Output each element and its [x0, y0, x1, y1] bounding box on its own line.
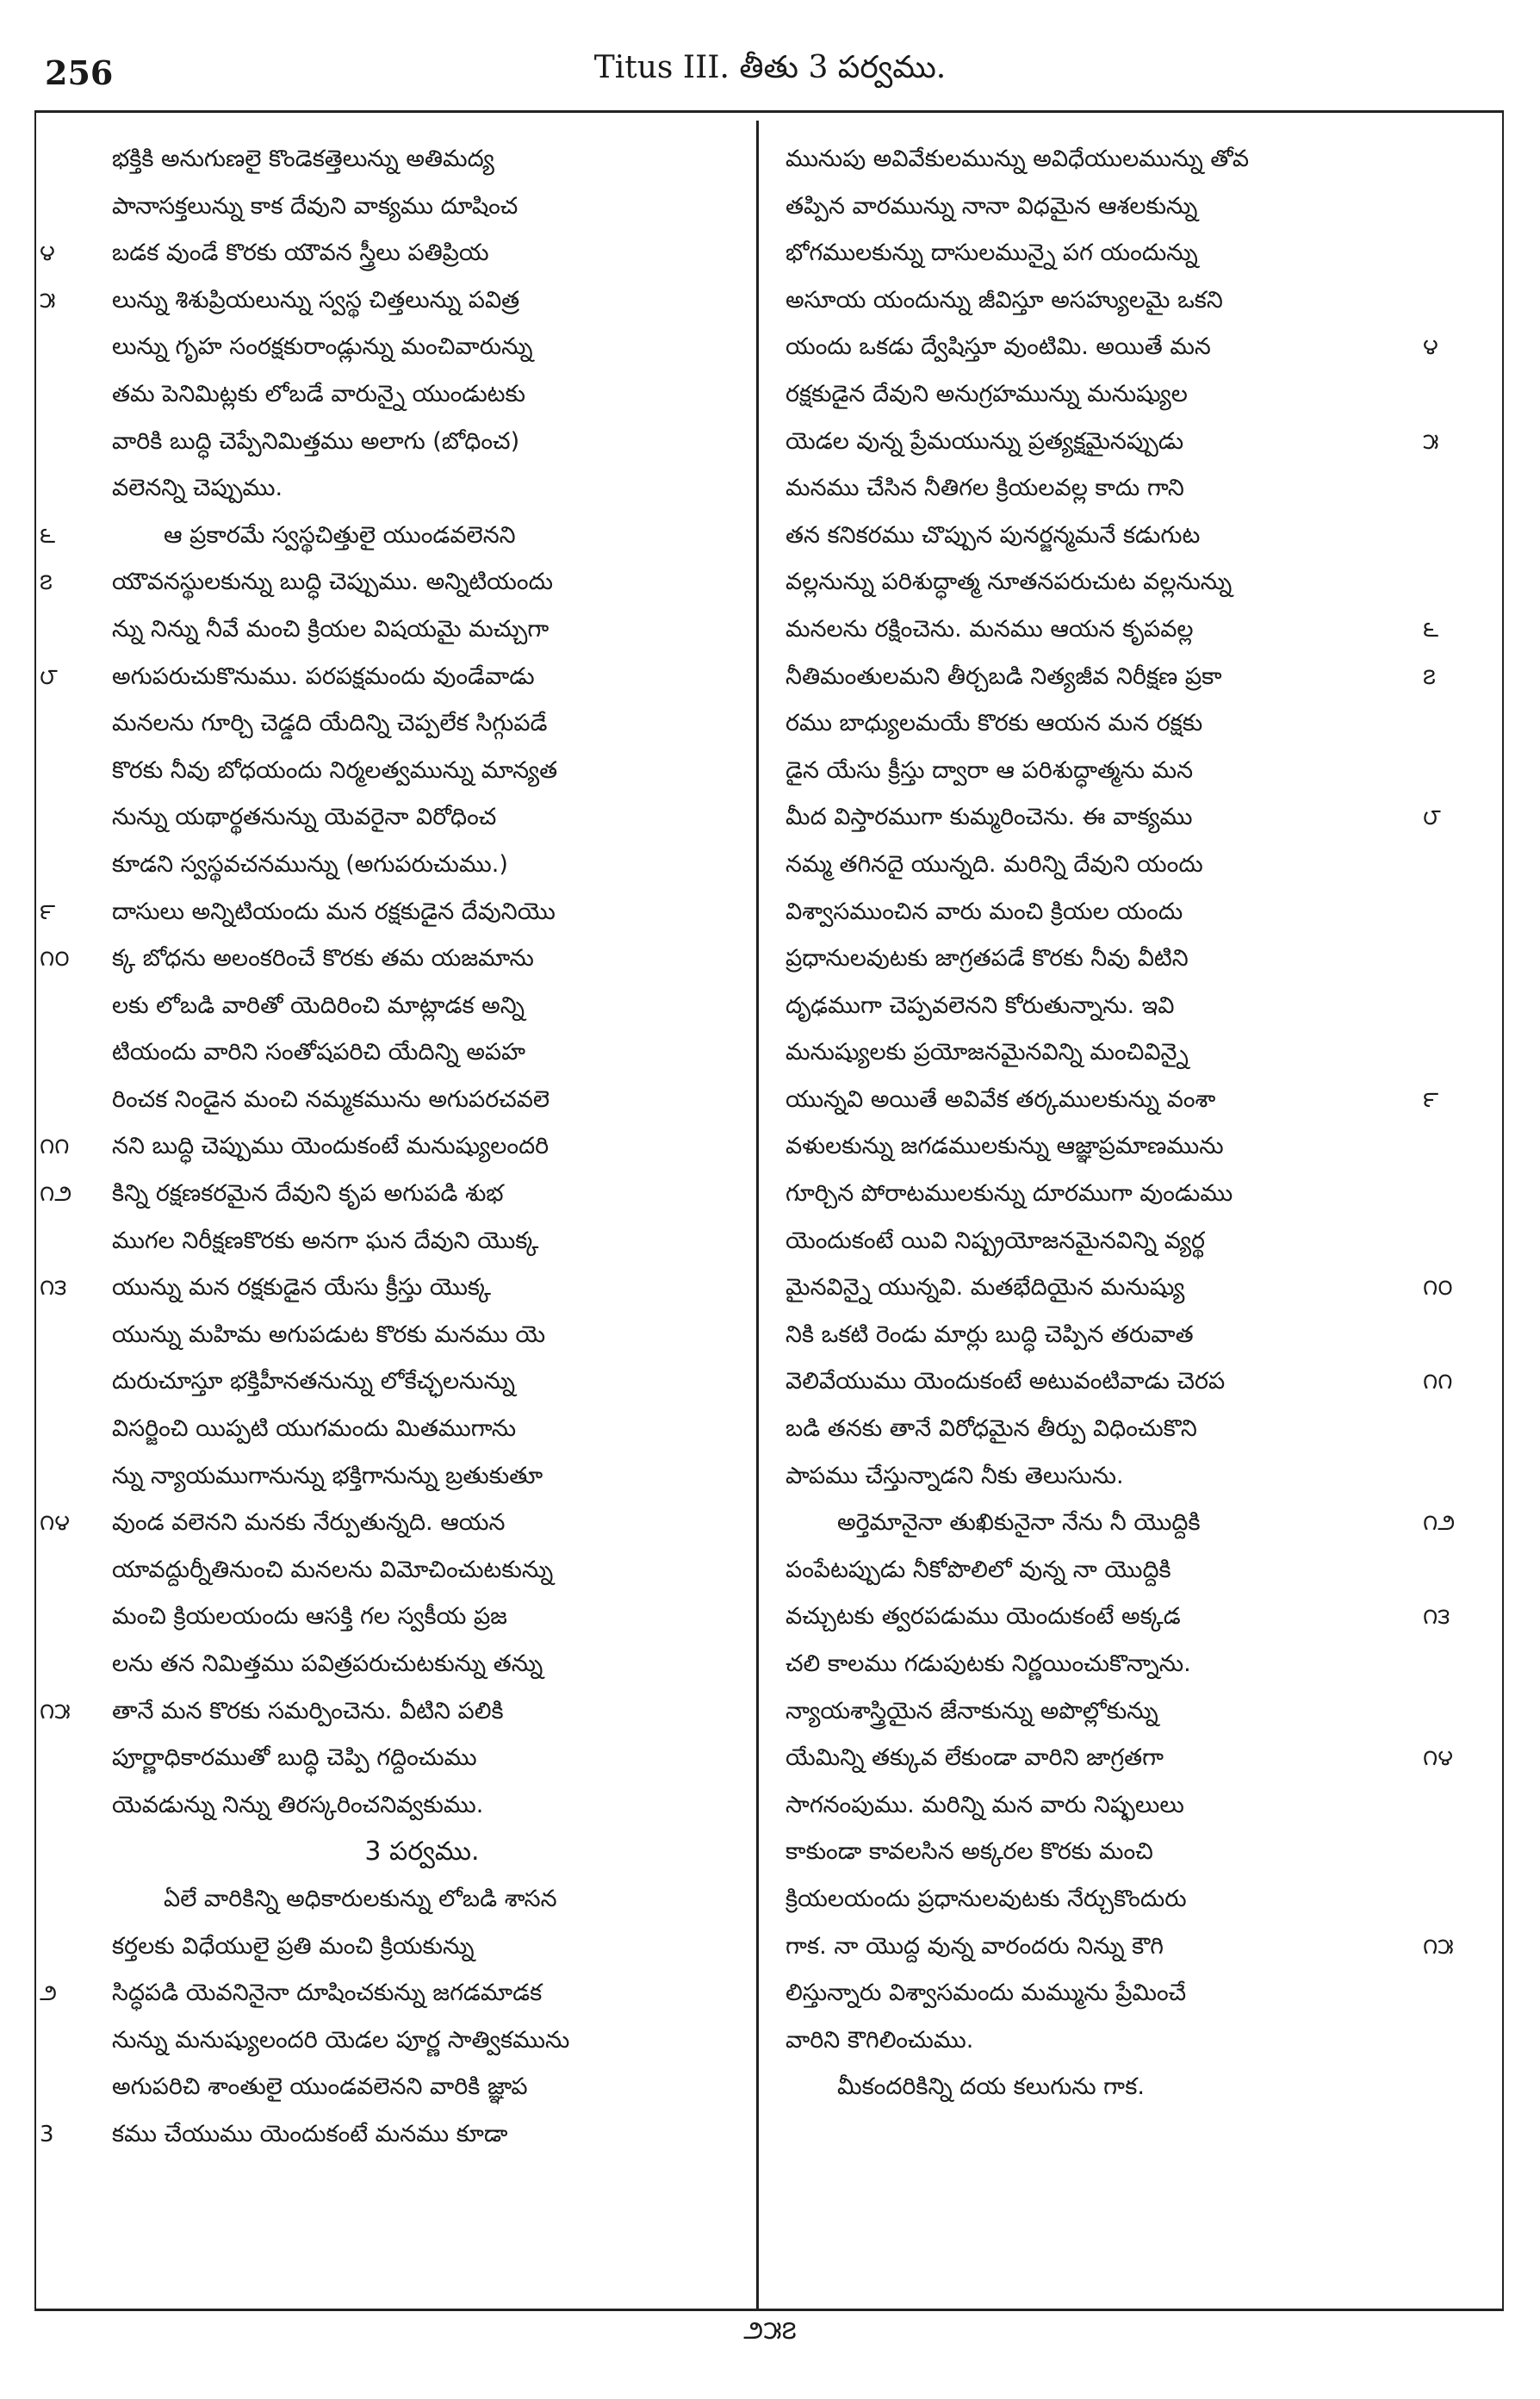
- line-text: లకు లోబడి వారితో యెదిరించి మాట్లాడక అన్ని: [112, 991, 525, 1019]
- line-text: కాకుండా కావలసిన అక్కరల కొరకు మంచి: [786, 1838, 1153, 1866]
- verse-number: ౧౨: [40, 1181, 72, 1208]
- right-margin-rule: [1502, 110, 1504, 2309]
- text-line: [112, 1453, 732, 1501]
- line-text: నికి ఒకటి రెండు మార్లు బుద్ధి చెప్పిన తరువాత: [786, 1321, 1194, 1348]
- text-line: [40, 1500, 732, 1547]
- text-line: [112, 1358, 732, 1406]
- line-text: ఆ ప్రకారమే స్వస్థచిత్తులై యుండవలెనని: [164, 521, 516, 549]
- text-line: [786, 606, 1439, 654]
- line-text: మంచి క్రియలయందు ఆసక్తి గల స్వకీయ ప్రజ: [112, 1603, 507, 1631]
- text-line: [40, 1688, 732, 1736]
- text-line: [786, 2064, 1406, 2111]
- line-text: యేమిన్ని తక్కువ లేకుండా వారిని జాగ్రతగా: [786, 1744, 1164, 1772]
- text-line: [112, 1924, 732, 1971]
- text-line: [112, 1594, 732, 1641]
- line-text: వెలివేయుము యెందుకంటే అటువంటివాడు చెరప: [786, 1368, 1226, 1395]
- column-divider-rule: [756, 121, 759, 2309]
- page-title: Titus III. తీతు 3 పర్వము.: [593, 50, 947, 85]
- verse-number: ౮: [40, 663, 58, 690]
- line-text: అగుపరుచుకొనుము. పరపక్షమందు వుండేవాడు: [112, 662, 535, 690]
- text-line: [112, 1312, 732, 1359]
- text-line: [786, 2017, 1406, 2065]
- text-line: [112, 465, 732, 513]
- text-line: [786, 1218, 1406, 1265]
- line-text: విశ్వాసముంచిన వారు మంచి క్రియల యందు: [786, 898, 1183, 925]
- text-line: [786, 1029, 1406, 1077]
- line-text: రము బాధ్యులమయే కొరకు ఆయన మన రక్షకు: [786, 710, 1203, 737]
- text-line: [786, 1735, 1454, 1782]
- line-text: అగుపరిచి శాంతులై యుండవలెనని వారికి జ్ఞాప: [112, 2073, 528, 2101]
- text-line: [112, 324, 732, 371]
- text-line: [786, 748, 1406, 795]
- left-column: [40, 136, 732, 2159]
- line-text: టియందు వారిని సంతోషపరిచి యేదిన్ని అపహ: [112, 1039, 526, 1066]
- line-text: లున్ను గృహ సంరక్షకురాండ్లున్ను మంచివారున్ను: [112, 333, 533, 361]
- verse-number: ౮: [1423, 805, 1441, 831]
- line-text: దురుచూస్తూ భక్తిహీనతనున్ను లోకేచ్ఛలనున్ను: [112, 1368, 515, 1395]
- verse-number: ౧౨: [1423, 1510, 1456, 1537]
- verse-number: ౧౦: [1423, 1275, 1453, 1302]
- text-line: [786, 983, 1406, 1030]
- line-text: వలెనన్ని చెప్పుము.: [112, 475, 283, 502]
- line-text: సాగనంపుము. మరిన్ని మన వారు నిష్ఫలులు: [786, 1791, 1184, 1818]
- line-text: వుండ వలెనని మనకు నేర్పుతున్నది. ఆయన: [112, 1509, 506, 1537]
- text-line: [786, 559, 1406, 606]
- text-line: [112, 1876, 732, 1924]
- line-text: కూడని స్వస్థవచనమున్ను (అగుపరుచుము.): [112, 850, 508, 878]
- verse-number: ౧౫: [40, 1698, 71, 1725]
- line-text: మనము చేసిన నీతిగల క్రియలవల్ల కాదు గాని: [786, 475, 1184, 502]
- footer-rule: [34, 2309, 1504, 2311]
- text-line: [40, 277, 732, 325]
- verse-number: ౧౧: [1423, 1369, 1453, 1395]
- header-rule: [34, 110, 1504, 113]
- text-line: [112, 794, 732, 842]
- line-text: అర్తెమానైనా తుఖికునైనా నేను నీ యొద్దికి: [837, 1509, 1201, 1537]
- line-text: న్ను న్యాయముగానున్ను భక్తిగానున్ను బ్రతుకుతూ: [112, 1462, 543, 1489]
- text-line: [40, 889, 732, 936]
- text-line: [786, 465, 1406, 513]
- line-text: చలి కాలము గడుపుటకు నిర్ణయించుకొన్నాను.: [786, 1650, 1191, 1677]
- verse-number: ౯: [1423, 1086, 1439, 1113]
- line-text: వళులకున్ను జగడములకున్ను ఆజ్ఞాప్రమాణమును: [786, 1133, 1224, 1160]
- line-text: 3 పర్వము.: [364, 1837, 480, 1868]
- text-line: [786, 277, 1406, 325]
- verse-number: ౫: [1423, 428, 1439, 455]
- text-line: [786, 1876, 1406, 1924]
- text-line: [786, 183, 1406, 231]
- text-line: [40, 559, 732, 606]
- line-text: దృఢముగా చెప్పవలెనని కోరుతున్నాను. ఇవి: [786, 991, 1175, 1019]
- text-line: [112, 748, 732, 795]
- footer-signature: ౨౫౭: [743, 2315, 797, 2346]
- line-text: యెడల వున్న ప్రేమయున్ను ప్రత్యక్షమైనప్పుడు: [786, 427, 1184, 455]
- verse-number: ౧౧: [40, 1134, 70, 1160]
- text-line: [40, 2111, 732, 2159]
- line-text: తానే మన కొరకు సమర్పించెను. వీటిని పలికి: [112, 1697, 504, 1725]
- line-text: క్క బోధను అలంకరించే కొరకు తమ యజమాను: [112, 945, 534, 973]
- text-line: [40, 1171, 732, 1218]
- line-text: యున్నవి అయితే అవివేక తర్కములకున్ను వంశా: [786, 1085, 1216, 1113]
- verse-number: ౧౦: [40, 946, 70, 973]
- line-text: యావద్దుర్నీతినుంచి మనలను విమోచించుటకున్ను: [112, 1556, 554, 1583]
- text-line: [112, 1077, 732, 1124]
- text-line: [786, 1406, 1406, 1453]
- page-number: 256: [45, 53, 114, 92]
- text-line: [786, 1970, 1406, 2017]
- line-text: న్యాయశాస్త్రియైన జేనాకున్ను అపొల్లోకున్ను: [786, 1697, 1158, 1725]
- line-text: నున్ను యథార్థతనున్ను యెవరైనా విరోధించ: [112, 804, 497, 831]
- text-line: [112, 1218, 732, 1265]
- text-line: [786, 513, 1406, 560]
- text-line: [786, 1829, 1406, 1876]
- text-line: [786, 1594, 1450, 1641]
- line-text: కిన్ని రక్షణకరమైన దేవుని కృప అగుపడి శుభ: [112, 1180, 504, 1208]
- line-text: గాక. నా యొద్ద వున్న వారందరు నిన్ను కౌగి: [786, 1932, 1164, 1960]
- text-line: [786, 889, 1406, 936]
- line-text: న్ను నిన్ను నీవే మంచి క్రియల విషయమై మచ్చుగా: [112, 615, 550, 643]
- line-text: పూర్ణాధికారముతో బుద్ధి చెప్పి గద్దించుము: [112, 1744, 477, 1772]
- verse-number: ౪: [40, 240, 55, 267]
- text-line: [40, 654, 732, 701]
- text-line: [786, 1500, 1456, 1547]
- text-line: [112, 371, 732, 419]
- line-text: కొరకు నీవు బోధయందు నిర్మలత్వమున్ను మాన్యత: [112, 756, 558, 784]
- line-text: యెందుకంటే యివి నిష్ప్రయోజనమైనవిన్ని వ్యర్థ: [786, 1227, 1206, 1254]
- text-line: [112, 2064, 732, 2111]
- verse-number: ౪: [1423, 334, 1438, 361]
- verse-number: ౧౩: [1423, 1604, 1450, 1631]
- line-text: రించక నిండైన మంచి నమ్మకమును అగుపరచవలె: [112, 1085, 550, 1113]
- line-text: బడి తనకు తానే విరోధమైన తీర్పు విధించుకొని: [786, 1415, 1197, 1443]
- text-line: [786, 1641, 1406, 1688]
- verse-number: ౨: [40, 1980, 58, 2007]
- verse-number: ౭: [1423, 663, 1436, 690]
- line-text: క్రియలయందు ప్రధానులవుటకు నేర్చుకొందురు: [786, 1885, 1187, 1912]
- verse-number: ౧౪: [40, 1510, 71, 1537]
- line-text: నమ్మ తగినదై యున్నది. మరిన్ని దేవుని యందు: [786, 850, 1203, 878]
- line-text: ప్రధానులవుటకు జాగ్రతపడే కొరకు నీవు వీటిని: [786, 945, 1189, 973]
- line-text: భక్తికి అనుగుణలై కొండెకత్తెలున్ను అతిమద్య: [112, 146, 494, 172]
- line-text: లున్ను శిశుప్రియలున్ను స్వస్థ చిత్తలున్ను పవిత్ర: [112, 286, 520, 314]
- line-text: కర్తలకు విధేయులై ప్రతి మంచి క్రియకున్ను: [112, 1932, 475, 1960]
- line-text: లను తన నిమిత్తము పవిత్రపరుచుటకున్ను తన్ను: [112, 1650, 543, 1677]
- text-line: [786, 419, 1439, 466]
- line-text: వచ్చుటకు త్వరపడుము యెందుకంటే అక్కడ: [786, 1603, 1181, 1631]
- line-text: యందు ఒకడు ద్వేషిస్తూ వుంటిమి. అయితే మన: [786, 333, 1211, 361]
- verse-number: ౧౩: [40, 1275, 67, 1302]
- chapter-heading: [112, 1829, 732, 1876]
- text-line: [112, 700, 732, 748]
- line-text: యౌవనస్థులకున్ను బుద్ధి చెప్పుము. అన్నిటియందు: [112, 569, 553, 596]
- verse-number: ౧౪: [1423, 1745, 1454, 1772]
- text-line: [112, 1547, 732, 1594]
- text-line: [112, 1782, 732, 1830]
- line-text: అసూయ యందున్ను జీవిస్తూ అసహ్యులమై ఒకని: [786, 286, 1223, 314]
- line-text: ముగల నిరీక్షణకొరకు అనగా ఘన దేవుని యొక్క: [112, 1227, 539, 1254]
- text-line: [112, 1641, 732, 1688]
- text-line: [112, 1029, 732, 1077]
- text-line: [40, 230, 732, 277]
- text-line: [786, 371, 1406, 419]
- text-line: [786, 1688, 1406, 1736]
- line-text: లిస్తున్నారు విశ్వాసమందు మమ్మును ప్రేమించే: [786, 1979, 1187, 2007]
- line-text: రక్షకుడైన దేవుని అనుగ్రహమున్ను మనుష్యుల: [786, 380, 1188, 407]
- text-line: [112, 419, 732, 466]
- text-line: [112, 1406, 732, 1453]
- left-margin-rule: [34, 110, 36, 2309]
- text-line: [112, 136, 732, 183]
- text-line: [786, 1782, 1406, 1830]
- text-line: [786, 935, 1406, 983]
- text-line: [112, 842, 732, 889]
- line-text: గూర్చిన పోరాటములకున్ను దూరముగా వుండుము: [786, 1180, 1233, 1208]
- verse-number: ౫: [40, 287, 56, 314]
- line-text: నున్ను మనుష్యులందరి యెడల పూర్ణ సాత్వికమును: [112, 2026, 570, 2054]
- text-line: [40, 1265, 732, 1312]
- line-text: పంపేటప్పుడు నీకోపొలిలో వున్న నా యొద్దికి: [786, 1556, 1171, 1583]
- line-text: పానాసక్తలున్ను కాక దేవుని వాక్యము దూషించ: [112, 192, 519, 220]
- text-line: [786, 700, 1406, 748]
- line-text: మనలను గూర్చి చెడ్డది యేదిన్ని చెప్పలేక సిగ్గుపడే: [112, 710, 548, 737]
- verse-number: ౬: [40, 522, 56, 549]
- text-line: [786, 136, 1406, 183]
- text-line: [112, 983, 732, 1030]
- text-line: [112, 606, 732, 654]
- text-line: [786, 1265, 1453, 1312]
- line-text: డైన యేసు క్రీస్తు ద్వారా ఆ పరిశుద్ధాత్మను మన: [786, 756, 1194, 784]
- text-line: [786, 654, 1436, 701]
- text-line: [786, 1312, 1406, 1359]
- text-line: [786, 794, 1441, 842]
- line-text: మనుష్యులకు ప్రయోజనమైనవిన్ని మంచివిన్నై: [786, 1039, 1189, 1066]
- line-text: బడక వుండే కొరకు యౌవన స్త్రీలు పతిప్రియ: [112, 239, 489, 267]
- text-line: [786, 1077, 1439, 1124]
- verse-number: ౯: [40, 898, 56, 925]
- line-text: యెవడున్ను నిన్ను తిరస్కరించనివ్వకుము.: [112, 1791, 484, 1818]
- text-line: [40, 1970, 732, 2017]
- line-text: విసర్జించి యిప్పటి యుగమందు మితముగాను: [112, 1415, 517, 1443]
- line-text: మునుపు అవివేకులమున్ను అవిధేయులమున్ను తోవ: [786, 146, 1250, 172]
- line-text: సిద్ధపడి యెవనినైనా దూషించకున్ను జగడమాడక: [112, 1979, 543, 2007]
- line-text: నీతిమంతులమని తీర్చబడి నిత్యజీవ నిరీక్షణ ప్రకా: [786, 662, 1222, 690]
- line-text: దాసులు అన్నిటియందు మన రక్షకుడైన దేవునియొ: [112, 898, 556, 925]
- text-line: [786, 230, 1406, 277]
- line-text: మైనవిన్నై యున్నవి. మతభేదియైన మనుష్యు: [786, 1274, 1185, 1302]
- text-line: [112, 1735, 732, 1782]
- text-line: [786, 1547, 1406, 1594]
- line-text: మీద విస్తారముగా కుమ్మరించెను. ఈ వాక్యము: [786, 804, 1193, 831]
- line-text: కము చేయుము యెందుకంటే మనము కూడా: [112, 2120, 508, 2147]
- verse-number: 3: [40, 2121, 54, 2147]
- line-text: యున్ను మన రక్షకుడైన యేసు క్రీస్తు యొక్క: [112, 1274, 492, 1302]
- line-text: వల్లనున్ను పరిశుద్ధాత్మ నూతనపరుచుట వల్లనున్ను: [786, 569, 1233, 596]
- right-column: [786, 136, 1456, 2111]
- text-line: [786, 1358, 1453, 1406]
- text-line: [40, 513, 732, 560]
- verse-number: ౭: [40, 569, 53, 596]
- text-line: [786, 1123, 1406, 1171]
- text-line: [786, 842, 1406, 889]
- line-text: నని బుద్ధి చెప్పుము యెందుకంటే మనుష్యులందరి: [112, 1133, 550, 1160]
- text-line: [40, 1123, 732, 1171]
- line-text: యున్ను మహిమ అగుపడుట కొరకు మనము యె: [112, 1321, 546, 1348]
- line-text: వారిని కౌగిలించుము.: [786, 2026, 974, 2054]
- line-text: ఏలే వారికిన్ని అధికారులకున్ను లోబడి శాసన: [164, 1885, 557, 1912]
- line-text: పాపము చేస్తున్నాడని నీకు తెలుసును.: [786, 1462, 1124, 1489]
- text-line: [112, 2017, 732, 2065]
- text-line: [786, 1924, 1454, 1971]
- text-line: [112, 183, 732, 231]
- text-line: [786, 1171, 1406, 1218]
- line-text: తమ పెనిమిట్లకు లోబడే వారున్నై యుండుటకు: [112, 380, 525, 407]
- line-text: మీకందరికిన్ని దయ కలుగును గాక.: [837, 2073, 1145, 2101]
- line-text: తన కనికరము చొప్పున పునర్జన్మమనే కడుగుట: [786, 521, 1201, 549]
- text-line: [40, 935, 732, 983]
- text-line: [786, 1453, 1406, 1501]
- line-text: మనలను రక్షించెను. మనము ఆయన కృపవల్ల: [786, 615, 1194, 643]
- line-text: భోగములకున్ను దాసులమున్నై పగ యందున్ను: [786, 239, 1198, 267]
- verse-number: ౬: [1423, 616, 1439, 643]
- text-line: [786, 324, 1438, 371]
- line-text: తప్పిన వారమున్ను నానా విధమైన ఆశలకున్ను: [786, 192, 1198, 220]
- line-text: వారికి బుద్ధి చెప్పేనిమిత్తము అలాగు (బోధించ): [112, 427, 520, 455]
- verse-number: ౧౫: [1423, 1933, 1454, 1960]
